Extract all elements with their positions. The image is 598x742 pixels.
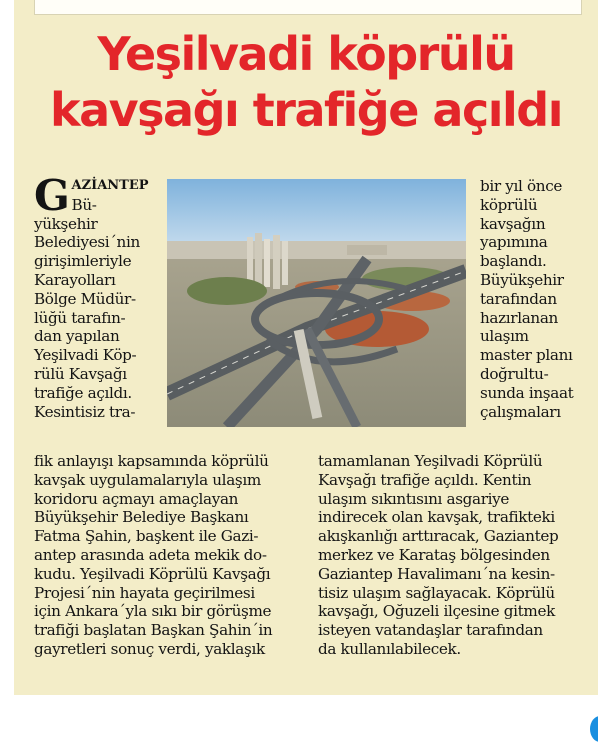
text-line: girişimleriyle xyxy=(34,252,132,271)
text-line: tamamlanan Yeşilvadi Köprülü xyxy=(318,452,543,470)
text-line: Yeşilvadi Köp- xyxy=(34,346,137,365)
previous-article-box xyxy=(34,0,582,15)
text-line: trafiği başlatan Başkan Şahin´in xyxy=(34,621,273,640)
text-line: çalışmaları xyxy=(480,402,561,421)
text-line: ulaşım xyxy=(480,327,529,346)
text-line: indirecek olan kavşak, trafikteki xyxy=(318,508,555,527)
text-line: yükşehir xyxy=(34,214,98,233)
text-line: dan yapılan xyxy=(34,327,120,346)
text-line: yapımına xyxy=(480,233,548,252)
column-1-top xyxy=(34,171,164,421)
interchange-photo xyxy=(167,179,466,427)
text-line: rülü Kavşağı xyxy=(34,364,127,383)
text-line: Kavşağı trafiğe açıldı. Kentin xyxy=(318,470,532,489)
text-line: merkez ve Karataş bölgesinden xyxy=(318,545,550,564)
headline-line-1: Yeşilvadi köprülü xyxy=(97,27,515,81)
text-line: Bü- xyxy=(71,195,97,214)
page-edge-marker xyxy=(590,716,598,742)
text-line: da kullanılabilecek. xyxy=(318,639,461,658)
text-line: kavşağın xyxy=(480,214,546,233)
text-line: tisiz ulaşım sağlayacak. Köprülü xyxy=(318,583,555,602)
text-line: hazırlanan xyxy=(480,308,558,327)
column-1-bottom xyxy=(34,452,318,659)
column-2-bottom-text xyxy=(318,452,580,659)
text-line: trafiğe açıldı. xyxy=(34,383,132,402)
text-line: için Ankara´yla sıkı bir görüşme xyxy=(34,602,272,621)
column-1-bottom-text xyxy=(34,452,318,659)
text-line: koridoru açmayı amaçlayan xyxy=(34,489,239,508)
text-line: gayretleri sonuç verdi, yaklaşık xyxy=(34,639,265,658)
text-line: akışkanlığı arttıracak, Gaziantep xyxy=(318,527,559,546)
text-line: Fatma Şahin, başkent ile Gazi- xyxy=(34,527,259,546)
text-line: Gaziantep Havalimanı´na kesin- xyxy=(318,564,555,583)
drop-cap: G xyxy=(34,171,70,220)
text-line: köprülü xyxy=(480,195,538,214)
column-2-top xyxy=(480,177,590,421)
text-line: fik anlayışı kapsamında köprülü xyxy=(34,452,269,470)
text-line: başlandı. xyxy=(480,252,547,271)
text-line: kavşak uygulamalarıyla ulaşım xyxy=(34,470,261,489)
text-line: Büyükşehir xyxy=(480,270,564,289)
text-line: bir yıl önce xyxy=(480,177,563,195)
column-1-top-text xyxy=(34,196,164,422)
text-line: lüğü tarafın- xyxy=(34,308,126,327)
text-line: sunda inşaat xyxy=(480,383,574,402)
text-line: Belediyesi´nin xyxy=(34,233,140,252)
text-line: Karayolları xyxy=(34,270,116,289)
text-line: Büyükşehir Belediye Başkanı xyxy=(34,508,249,527)
column-2-top-text xyxy=(480,177,590,421)
text-line: tarafından xyxy=(480,289,557,308)
text-line: isteyen vatandaşlar tarafından xyxy=(318,621,543,640)
column-2-bottom xyxy=(318,452,580,659)
text-line: Projesi´nin hayata geçirilmesi xyxy=(34,583,255,602)
text-line: Bölge Müdür- xyxy=(34,289,136,308)
headline-line-2: kavşağı trafiğe açıldı xyxy=(50,83,562,137)
text-line: Kesintisiz tra- xyxy=(34,402,136,421)
text-line: kavşağı, Oğuzeli ilçesine gitmek xyxy=(318,602,555,621)
text-line: master planı xyxy=(480,346,573,365)
text-line: kudu. Yeşilvadi Köprülü Kavşağı xyxy=(34,564,271,583)
dateline: AZİANTEP xyxy=(71,178,149,193)
headline xyxy=(14,26,598,138)
text-line: doğrultu- xyxy=(480,364,549,383)
text-line: ulaşım sıkıntısını asgariye xyxy=(318,489,510,508)
text-line: antep arasında adeta mekik do- xyxy=(34,545,267,564)
